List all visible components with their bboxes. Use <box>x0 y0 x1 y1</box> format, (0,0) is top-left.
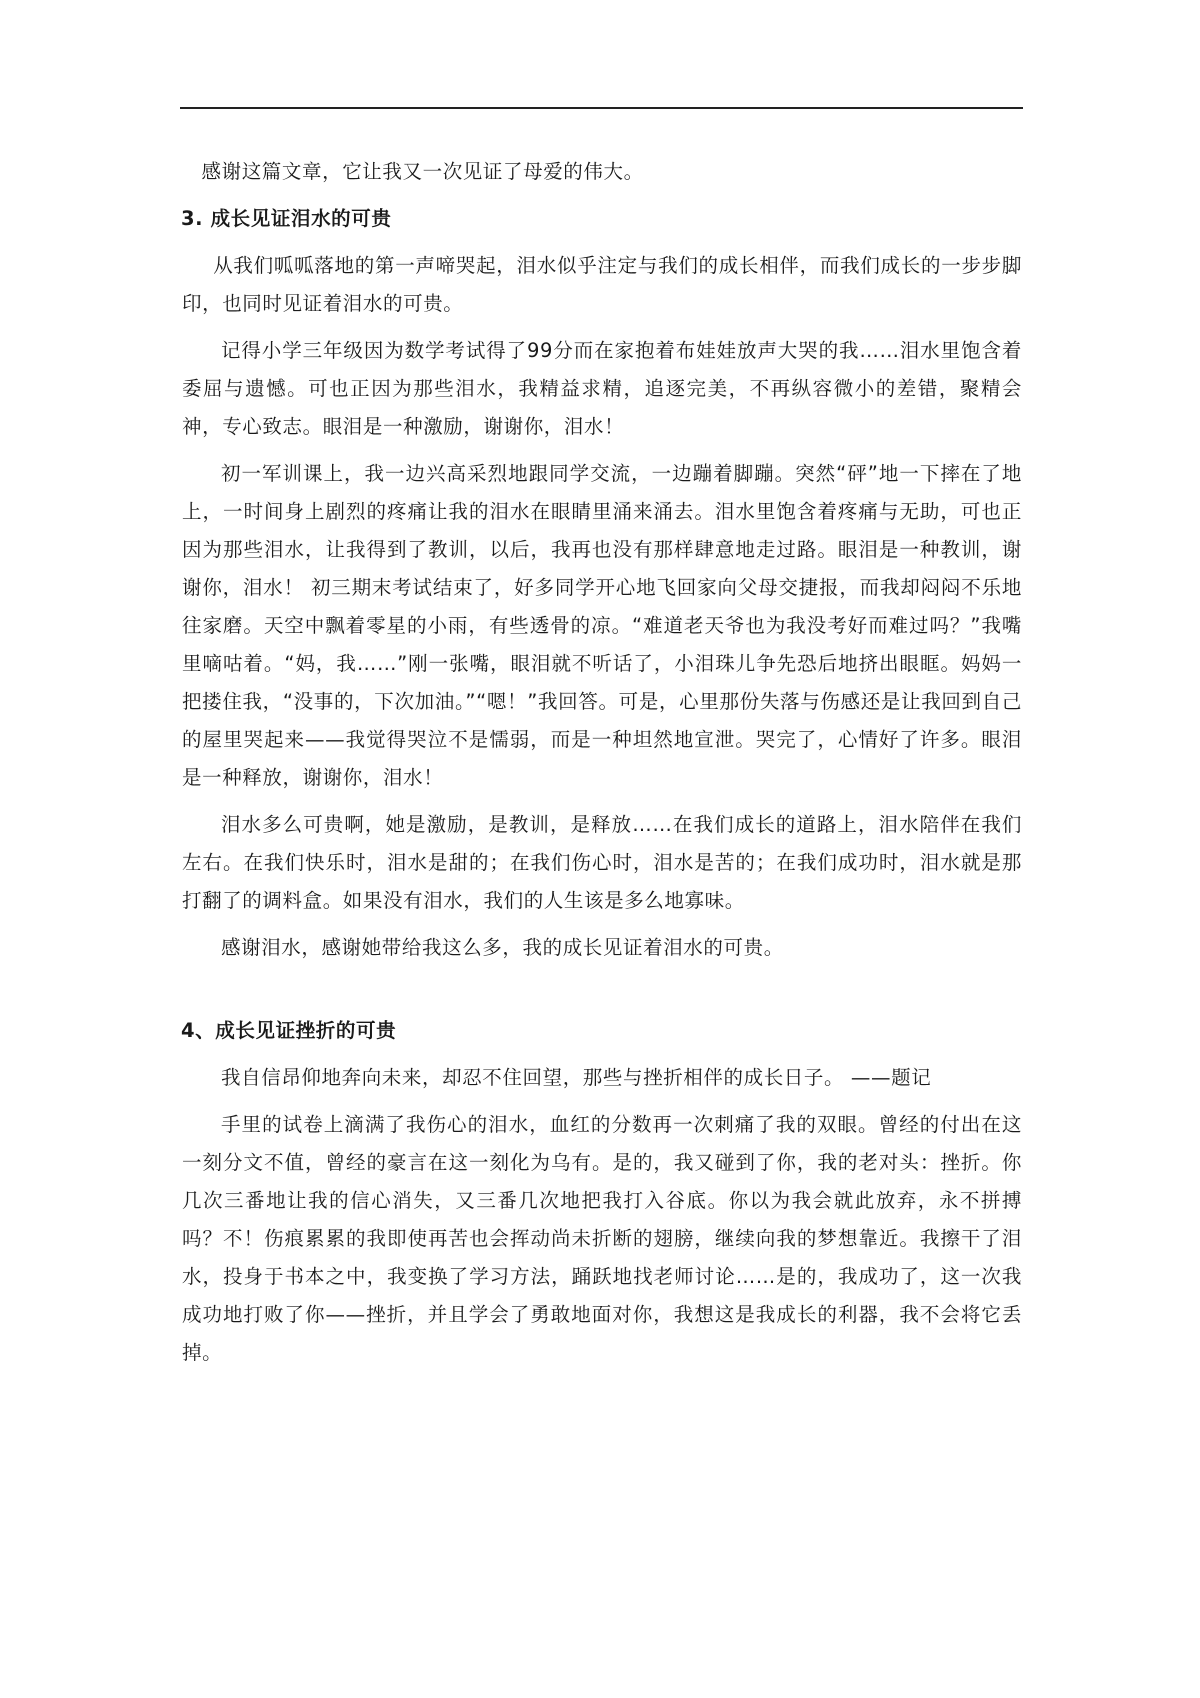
document-body <box>182 153 1022 1381</box>
header-rule <box>180 107 1023 109</box>
section-4-epigraph: 我自信昂仰地奔向未来，却忍不住回望，那些与挫折相伴的成长日子。 ——题记 <box>221 1066 932 1089</box>
section-gap <box>182 976 1022 1012</box>
section-3-paragraph-4: 泪水多么可贵啊，她是激励，是教训，是释放……在我们成长的道路上，泪水陪伴在我们左右。在我们快乐时，泪水是甜的；在我们伤心时，泪水是苦的；在我们成功时，泪水就是那打翻了的调料盒。如果没有泪水，我们的人生该是多么地寡味。 <box>182 813 1022 912</box>
section-3-paragraph-2: 记得小学三年级因为数学考试得了99分而在家抱着布娃娃放声大哭的我……泪水里饱含着委屈与遗憾。可也正因为那些泪水，我精益求精，追逐完美，不再纵容微小的差错，聚精会神，专心致志。眼泪是一种激励，谢谢你，泪水！ <box>182 339 1022 438</box>
section-3-paragraph-3: 初一军训课上，我一边兴高采烈地跟同学交流，一边蹦着脚蹦。突然“砰”地一下摔在了地上，一时间身上剧烈的疼痛让我的泪水在眼睛里涌来涌去。泪水里饱含着疼痛与无助，可也正因为那些泪水，让我得到了教训，以后，我再也没有那样肆意地走过路。眼泪是一种教训，谢谢你，泪水！ 初三期末考试结束了，好多同学开心地飞回家向父母交捷报，而我却闷闷不乐地往家磨。天空中飘着零星的小雨，有些透骨的凉。“难道老天爷也为我没考好而难过吗？”我嘴里嘀咕着。“妈，我……”刚一张嘴，眼泪就不听话了，小泪珠儿争先恐后地挤出眼眶。妈妈一把搂住我，“没事的，下次加油。”“嗯！”我回答。可是，心里那份失落与伤感还是让我回到自己的屋里哭起来——我觉得哭泣不是懦弱，而是一种坦然地宣泄。哭完了，心情好了许多。眼泪是一种释放，谢谢你，泪水！ <box>182 462 1022 789</box>
section-4-heading: 4、成长见证挫折的可贵 <box>181 1019 397 1042</box>
intro-line: 感谢这篇文章，它让我又一次见证了母爱的伟大。 <box>201 160 644 183</box>
section-3-paragraph-1: 从我们呱呱落地的第一声啼哭起，泪水似乎注定与我们的成长相伴，而我们成长的一步步脚印，也同时见证着泪水的可贵。 <box>182 254 1022 315</box>
section-4-paragraph-1: 手里的试卷上滴满了我伤心的泪水，血红的分数再一次刺痛了我的双眼。曾经的付出在这一刻分文不值，曾经的豪言在这一刻化为乌有。是的，我又碰到了你，我的老对头：挫折。你几次三番地让我的信心消失，又三番几次地把我打入谷底。你以为我会就此放弃，永不拼搏吗？不！伤痕累累的我即使再苦也会挥动尚未折断的翅膀，继续向我的梦想靠近。我擦干了泪水，投身于书本之中，我变换了学习方法，踊跃地找老师讨论……是的，我成功了，这一次我成功地打败了你——挫折，并且学会了勇敢地面对你，我想这是我成长的利器，我不会将它丢掉。 <box>182 1113 1022 1364</box>
section-3-paragraph-5: 感谢泪水，感谢她带给我这么多，我的成长见证着泪水的可贵。 <box>221 936 784 959</box>
section-3-heading: 3. 成长见证泪水的可贵 <box>181 207 392 230</box>
